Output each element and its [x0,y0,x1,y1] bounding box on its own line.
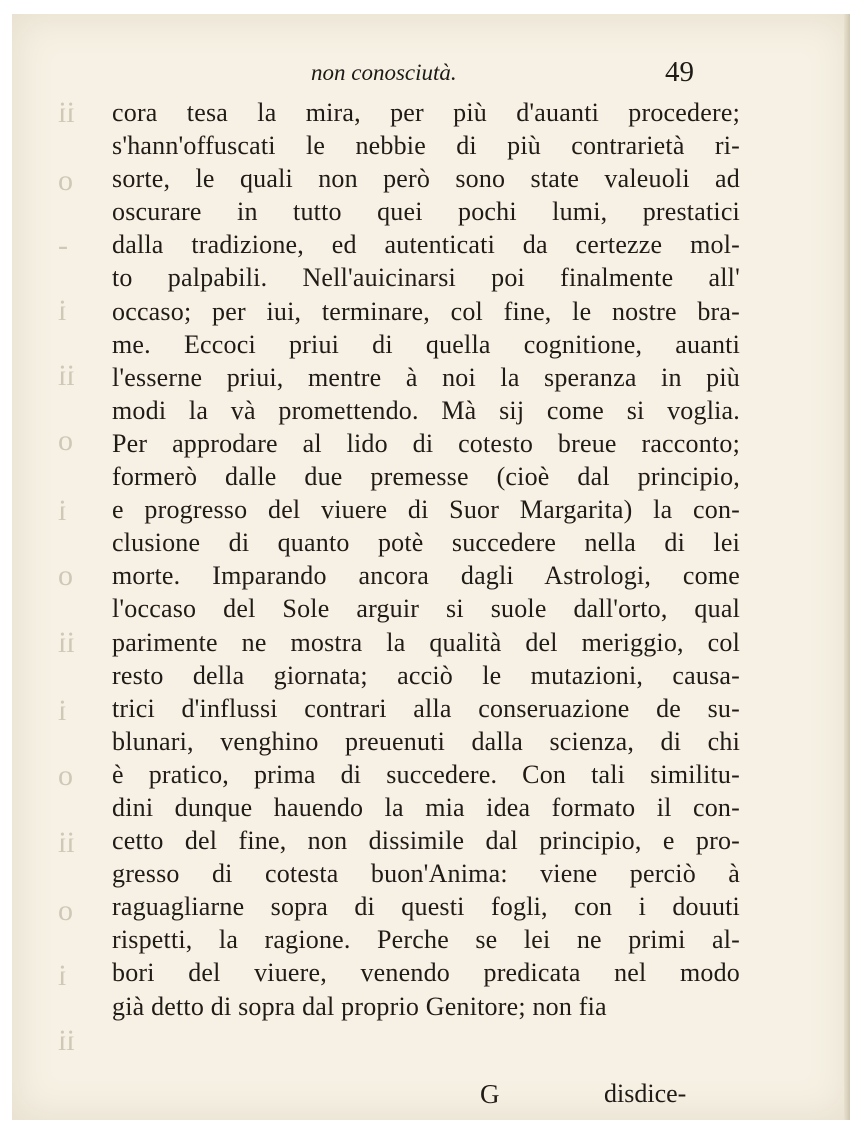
text-line: gresso di cotesta buon'Anima: viene perciò à [112,859,740,889]
text-line: dalla tradizione, ed autenticati da certezze mol- [112,230,740,260]
body-text [112,96,740,1023]
text-line: clusione di quanto potè succedere nella di lei [112,528,740,558]
text-line: blunari, venghino preuenuti dalla scienza, di chi [112,726,740,756]
text-line: è pratico, prima di succedere. Con tali similitu- [112,759,740,789]
text-line: to palpabili. Nell'auicinarsi poi finalmente all' [112,263,740,293]
show-through-bleed: ii o - i ii o i o ii i o ii o i ii [58,96,75,1057]
signature-mark: G [480,1079,500,1109]
text-line: l'occaso del Sole arguir si suole dall'orto, qual [112,594,740,624]
text-line: resto della giornata; acciò le mutazioni, causa- [112,660,740,690]
text-line: s'hann'offuscati le nebbie di più contrarietà ri- [112,131,740,161]
page-header [96,56,724,100]
text-line: formerò dalle due premesse (cioè dal principio, [112,462,740,492]
text-line: occaso; per iui, terminare, col fine, le nostre bra- [112,296,740,326]
text-line: dini dunque hauendo la mia idea formato il con- [112,792,740,822]
text-line: cora tesa la mira, per più d'auanti procedere; [112,98,740,127]
text-line: cetto del fine, non dissimile dal principio, e pro- [112,826,740,856]
text-line: già detto di sopra dal proprio Genitore; non fia [112,991,607,1021]
text-line: bori del viuere, venendo predicata nel modo [112,958,740,988]
page-number: 49 [665,56,694,88]
book-page [12,14,850,1120]
text-line: l'esserne priui, mentre à noi la speranza in più [112,362,740,392]
running-head: non conosciutà. [311,60,457,85]
text-line: Per approdare al lido di cotesto breue racconto; [112,428,740,458]
text-line: oscurare in tutto quei pochi lumi, prestatici [112,197,740,227]
catchword: disdice- [604,1079,687,1108]
text-line: sorte, le quali non però sono state valeuoli ad [112,164,740,194]
text-line: parimente ne mostra la qualità del meriggio, col [112,627,740,657]
text-line: morte. Imparando ancora dagli Astrologi, come [112,561,740,591]
text-line: raguagliarne sopra di questi fogli, con i douuti [112,892,740,922]
text-line: e progresso del viuere di Suor Margarita) la con- [112,495,740,525]
text-line: me. Eccoci priui di quella cognitione, auanti [112,329,740,359]
text-line: rispetti, la ragione. Perche se lei ne primi al- [112,925,740,955]
text-line: modi la và promettendo. Mà sij come si voglia. [112,395,740,425]
text-line: trici d'influssi contrari alla conseruazione de su- [112,693,740,723]
